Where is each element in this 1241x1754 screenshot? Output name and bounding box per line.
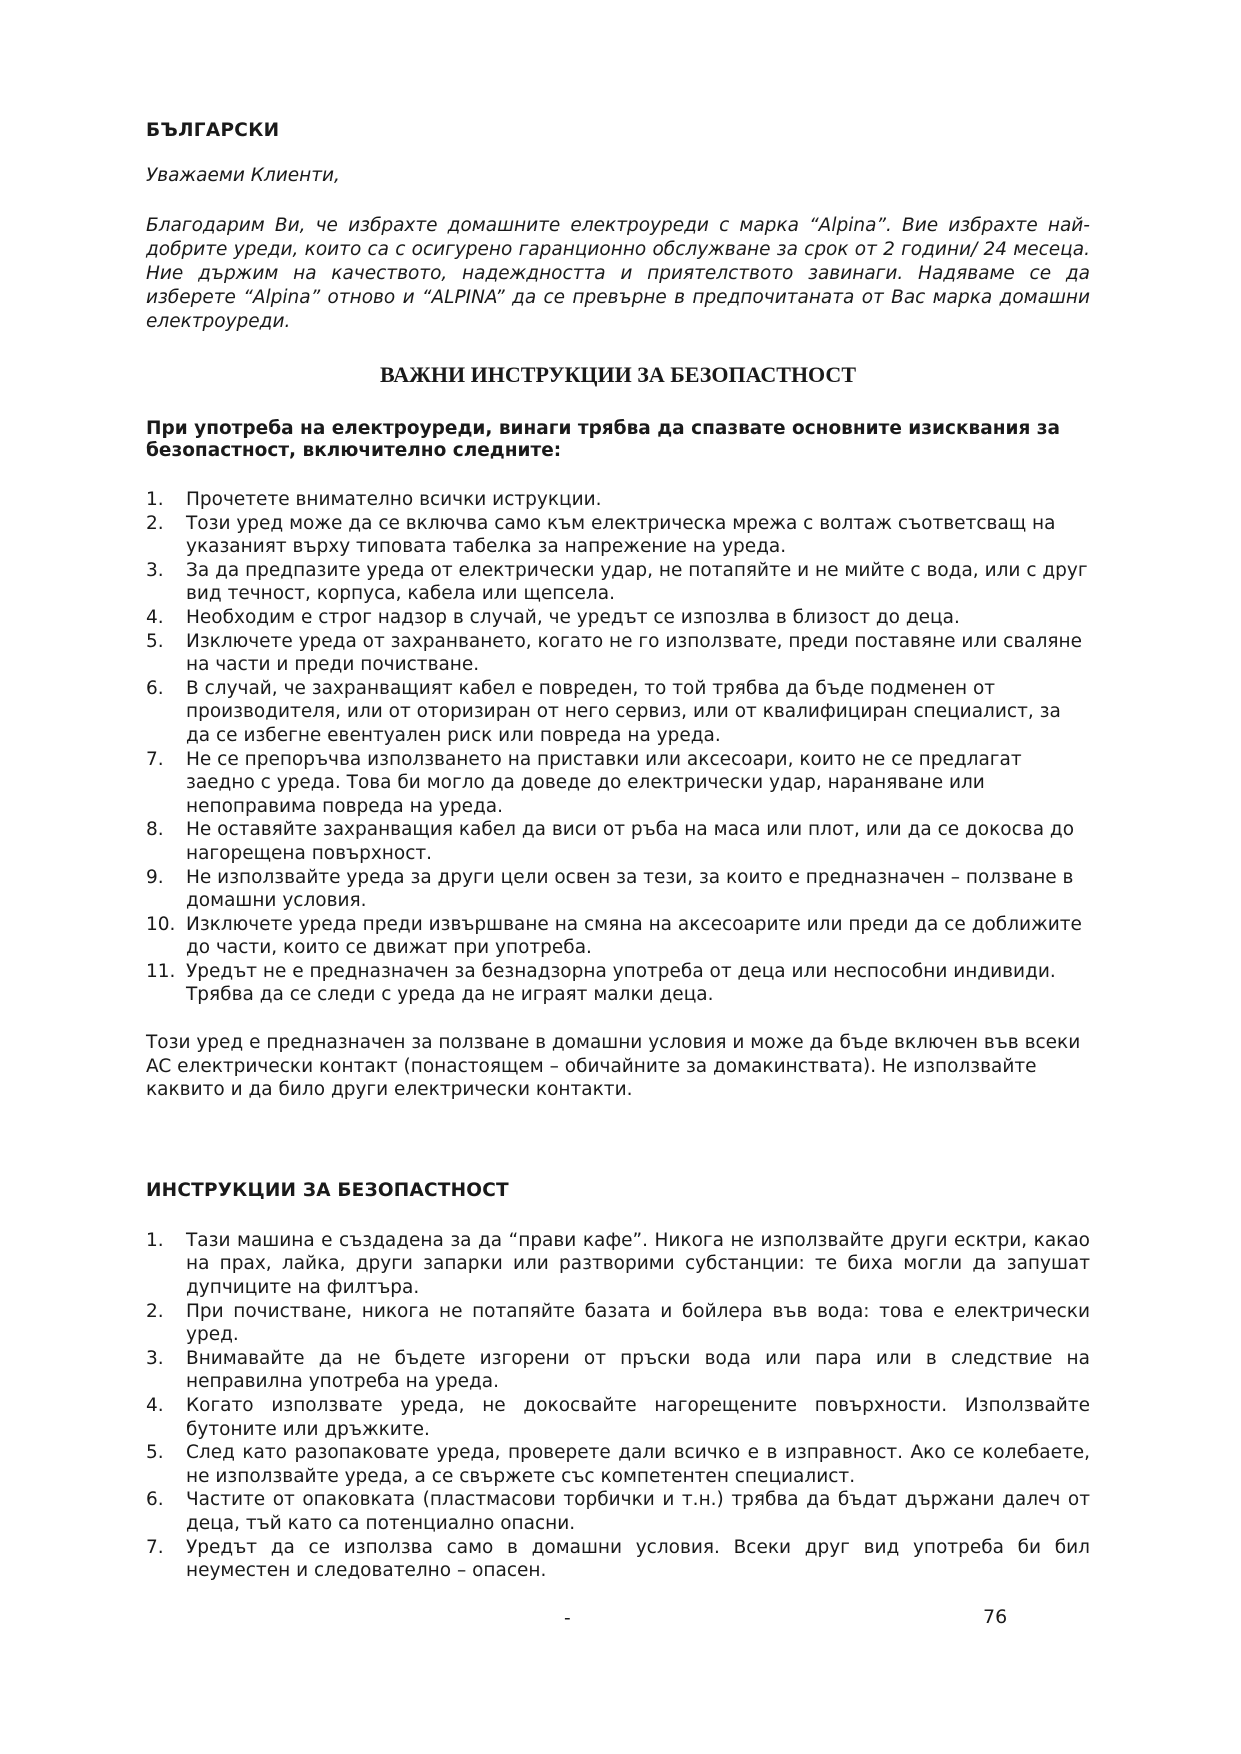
list-item-number: 2. xyxy=(146,1300,164,1322)
list-item-text: Изключете уреда от захранването, когато не го използвате, преди поставяне или сваляне на части и преди почистване. xyxy=(186,630,1083,676)
list-item xyxy=(146,1488,1090,1535)
list-item-text: Не използвайте уреда за други цели освен за тези, за които е предназначен – ползване в домашни условия. xyxy=(186,866,1074,912)
list-item-number: 8. xyxy=(146,819,164,841)
list-item-number: 1. xyxy=(146,489,164,510)
list-item xyxy=(146,488,1090,512)
list-item-text: След като разопаковате уреда, проверете дали всичко е в изправност. Ако се колебаете, не използвайте уреда, а се свържете със компетентен специалист. xyxy=(186,1442,1090,1487)
list-item-text: Внимавайте да не бъдете изгорени от пръски вода или пара или в следствие на неправилна употреба на уреда. xyxy=(186,1347,1090,1393)
list-item-number: 10. xyxy=(146,913,176,935)
list-item-text: В случай, че захранващият кабел е повреден, то той трябва да бъде подменен от производителя, или от оторизиран от него сервиз, или от квалифициран специалист, за да се избегне евентуален риск или повреда на уреда. xyxy=(186,677,1061,746)
important-safety-list xyxy=(146,488,1090,1007)
usage-paragraph: Този уред е предназначен за ползване в домашни условия и може да бъде включен във всеки AC електрически контакт (понастоящем – обичайните за домакинствата). Не използвайте каквито и да било други електрически контакти. xyxy=(146,1032,1081,1101)
list-item xyxy=(146,559,1090,606)
list-item-number: 4. xyxy=(146,1395,164,1416)
page-number: 76 xyxy=(983,1606,1008,1628)
important-safety-lead: При употреба на електроуреди, винаги трябва да спазвате основните изисквания за безопастност, включително следните: xyxy=(146,418,1060,461)
list-item xyxy=(146,1300,1090,1347)
list-item-number: 7. xyxy=(146,1536,164,1558)
important-safety-title: ВАЖНИ ИНСТРУКЦИИ ЗА БЕЗОПАСТНОСТ xyxy=(380,362,856,387)
list-item-text: Когато използвате уреда, не докосвайте нагорещените повърхности. Използвайте бутоните или дръжките. xyxy=(186,1395,1090,1440)
list-item-number: 2. xyxy=(146,512,164,534)
list-item xyxy=(146,748,1090,819)
list-item-text: За да предпазите уреда от електрически удар, не потапяйте и не мийте с вода, или с друг вид течност, корпуса, кабела или щепсела. xyxy=(186,559,1088,605)
list-item-number: 1. xyxy=(146,1229,164,1251)
footer-dash: - xyxy=(564,1608,571,1629)
list-item xyxy=(146,1347,1090,1394)
greeting: Уважаеми Клиенти, xyxy=(146,165,340,186)
list-item xyxy=(146,677,1090,748)
list-item-text: Изключете уреда преди извършване на смяна на аксесоарите или преди да се доближите до части, които се движат при употреба. xyxy=(186,913,1082,959)
list-item-number: 3. xyxy=(146,1347,164,1369)
list-item-number: 6. xyxy=(146,677,164,699)
list-item-number: 3. xyxy=(146,559,164,581)
list-item xyxy=(146,866,1090,913)
list-item xyxy=(146,960,1090,1007)
list-item-text: Необходим е строг надзор в случай, че уредът се изпозлва в близост до деца. xyxy=(186,606,960,628)
list-item-text: Този уред може да се включва само към електрическа мрежа с волтаж съответсващ на указаният върху типовата табелка за напрежение на уреда. xyxy=(186,512,1056,558)
language-heading: БЪЛГАРСКИ xyxy=(146,120,280,141)
intro-paragraph: Благодарим Ви, че избрахте домашните електроуреди с марка “Alpina”. Вие избрахте най-добрите уреди, които са с осигурено гаранционно обслужване за срок от 2 години/ 24 месеца. Ние държим на качеството, надеждността и приятелството завинаги. Надяваме се да изберете “Alpina” отново и “ALPINA” да се превърне в предпочитаната от Вас марка домашни електроуреди. xyxy=(146,215,1090,332)
list-item xyxy=(146,913,1090,960)
list-item-text: Тази машина е създадена за да “прави кафе”. Никога не използвайте други ecктри, какао на прах, лайка, други запарки или разтворими субстанции: те биха могли да запушат дупчиците на филтъра. xyxy=(186,1229,1090,1299)
list-item-number: 5. xyxy=(146,1442,164,1464)
list-item-text: Частите от опаковката (пластмасови торбички и т.н.) трябва да бъдат държани далеч от деца, тъй като са потенциално опасни. xyxy=(186,1489,1090,1534)
list-item xyxy=(146,512,1090,559)
list-item-number: 6. xyxy=(146,1489,164,1511)
list-item-number: 4. xyxy=(146,606,164,628)
list-item xyxy=(146,1394,1090,1441)
list-item xyxy=(146,818,1090,865)
list-item-number: 9. xyxy=(146,866,164,888)
safety-instructions-list xyxy=(146,1229,1090,1583)
list-item-number: 7. xyxy=(146,748,164,770)
list-item-text: Прочетете внимателно всички иструкции. xyxy=(186,489,602,510)
list-item-text: Не оставяйте захранващия кабел да виси от ръба на маса или плот, или да се докосва до нагорещена повърхност. xyxy=(186,819,1075,864)
list-item xyxy=(146,1229,1090,1300)
list-item-number: 5. xyxy=(146,630,164,652)
list-item-text: Уредът не е предназначен за безнадзорна употреба от деца или неспособни индивиди. Трябва да се следи с уреда да не играят малки деца. xyxy=(186,960,1056,1006)
list-item-text: Не се препоръчва използването на приставки или аксесоари, които не се предлагат заедно с уреда. Това би могло да доведе до електрически удар, нараняване или непоправима повреда на уреда. xyxy=(186,748,1022,817)
page-content xyxy=(146,120,1090,1583)
list-item-number: 11. xyxy=(146,960,176,982)
list-item xyxy=(146,630,1090,677)
list-item xyxy=(146,1441,1090,1488)
list-item-text: При почистване, никога не потапяйте базата и бойлера във вода: това е електрически уред. xyxy=(186,1300,1090,1346)
list-item xyxy=(146,606,1090,630)
list-item-text: Уредът да се използва само в домашни условия. Всеки друг вид употреба би бил неуместен и следователно – опасен. xyxy=(186,1536,1090,1582)
list-item xyxy=(146,1536,1090,1583)
safety-instructions-heading: ИНСТРУКЦИИ ЗА БЕЗОПАСТНОСТ xyxy=(146,1179,509,1201)
